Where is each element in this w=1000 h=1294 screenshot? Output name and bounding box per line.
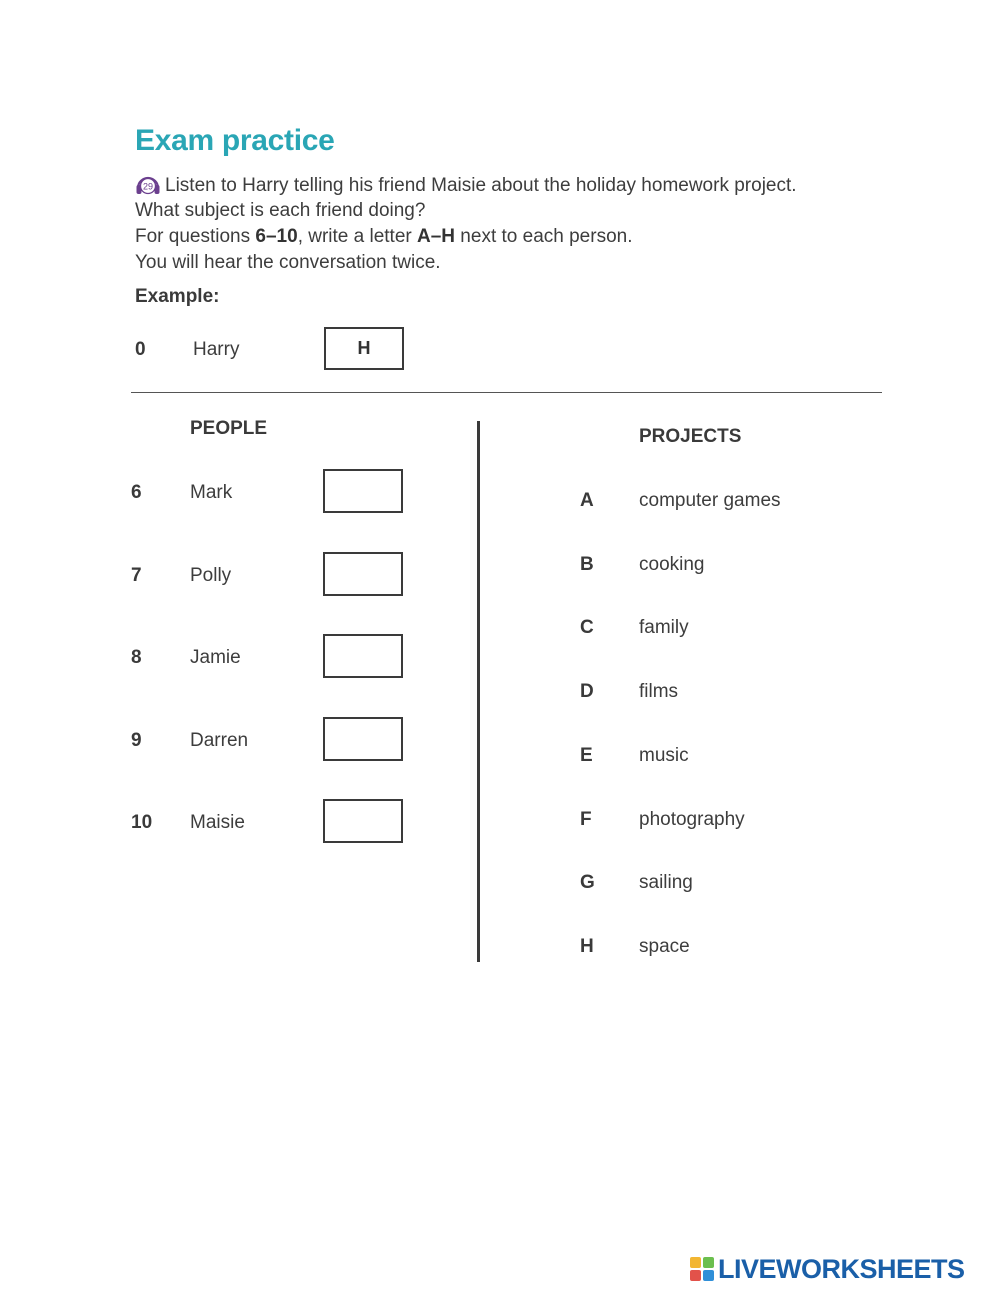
question-number: 10 bbox=[131, 812, 153, 833]
projects-heading: PROJECTS bbox=[639, 426, 742, 447]
project-letter: A bbox=[580, 490, 594, 511]
project-letter: D bbox=[580, 681, 594, 702]
question-number: 7 bbox=[131, 565, 142, 586]
question-range: 6–10 bbox=[255, 226, 298, 247]
person-name: Darren bbox=[190, 730, 249, 751]
instruction-line-1 bbox=[135, 173, 797, 197]
instruction-text-3a: For questions bbox=[135, 226, 256, 247]
page-title: Exam practice bbox=[135, 124, 335, 157]
project-letter: C bbox=[580, 617, 594, 638]
answer-box-9[interactable] bbox=[323, 717, 403, 761]
instruction-text-1: Listen to Harry telling his friend Maisie about the holiday homework project. bbox=[165, 175, 797, 196]
project-letter: E bbox=[580, 745, 593, 766]
project-name: music bbox=[639, 745, 689, 766]
logo-text: LIVEWORKSHEETS bbox=[718, 1253, 965, 1284]
question-number: 8 bbox=[131, 647, 142, 668]
project-name: family bbox=[639, 617, 689, 638]
letter-range: A–H bbox=[417, 226, 456, 247]
person-name: Polly bbox=[190, 565, 232, 586]
project-name: sailing bbox=[639, 872, 693, 893]
project-letter: B bbox=[580, 554, 594, 575]
instruction-line-2: What subject is each friend doing? bbox=[135, 200, 426, 221]
example-label: Example: bbox=[135, 286, 220, 307]
example-answer-box: H bbox=[324, 327, 404, 370]
project-letter: F bbox=[580, 809, 592, 830]
people-heading: PEOPLE bbox=[190, 418, 268, 439]
project-letter: G bbox=[580, 872, 595, 893]
answer-box-6[interactable] bbox=[323, 469, 403, 513]
instruction-text-3b: , write a letter bbox=[297, 226, 418, 247]
project-letter: H bbox=[580, 936, 594, 957]
project-name: space bbox=[639, 936, 690, 957]
instruction-line-3 bbox=[135, 226, 632, 248]
answer-box-8[interactable] bbox=[323, 634, 403, 678]
question-number: 9 bbox=[131, 730, 142, 751]
vertical-divider bbox=[477, 421, 480, 962]
project-name: films bbox=[639, 681, 679, 702]
headphones-audio-icon[interactable] bbox=[135, 173, 161, 195]
answer-box-7[interactable] bbox=[323, 552, 403, 596]
instruction-text-3c: next to each person. bbox=[455, 226, 633, 247]
liveworksheets-logo-icon bbox=[690, 1257, 714, 1281]
example-number: 0 bbox=[135, 339, 146, 360]
person-name: Maisie bbox=[190, 812, 245, 833]
horizontal-divider bbox=[131, 392, 882, 393]
project-name: computer games bbox=[639, 490, 781, 511]
instruction-line-4: You will hear the conversation twice. bbox=[135, 252, 441, 273]
answer-box-10[interactable] bbox=[323, 799, 403, 843]
person-name: Mark bbox=[190, 482, 233, 503]
project-name: cooking bbox=[639, 554, 705, 575]
liveworksheets-logo[interactable] bbox=[690, 1253, 965, 1285]
project-name: photography bbox=[639, 809, 745, 830]
question-number: 6 bbox=[131, 482, 142, 503]
track-number: 29 bbox=[142, 181, 154, 192]
person-name: Jamie bbox=[190, 647, 241, 668]
example-name: Harry bbox=[193, 339, 240, 360]
